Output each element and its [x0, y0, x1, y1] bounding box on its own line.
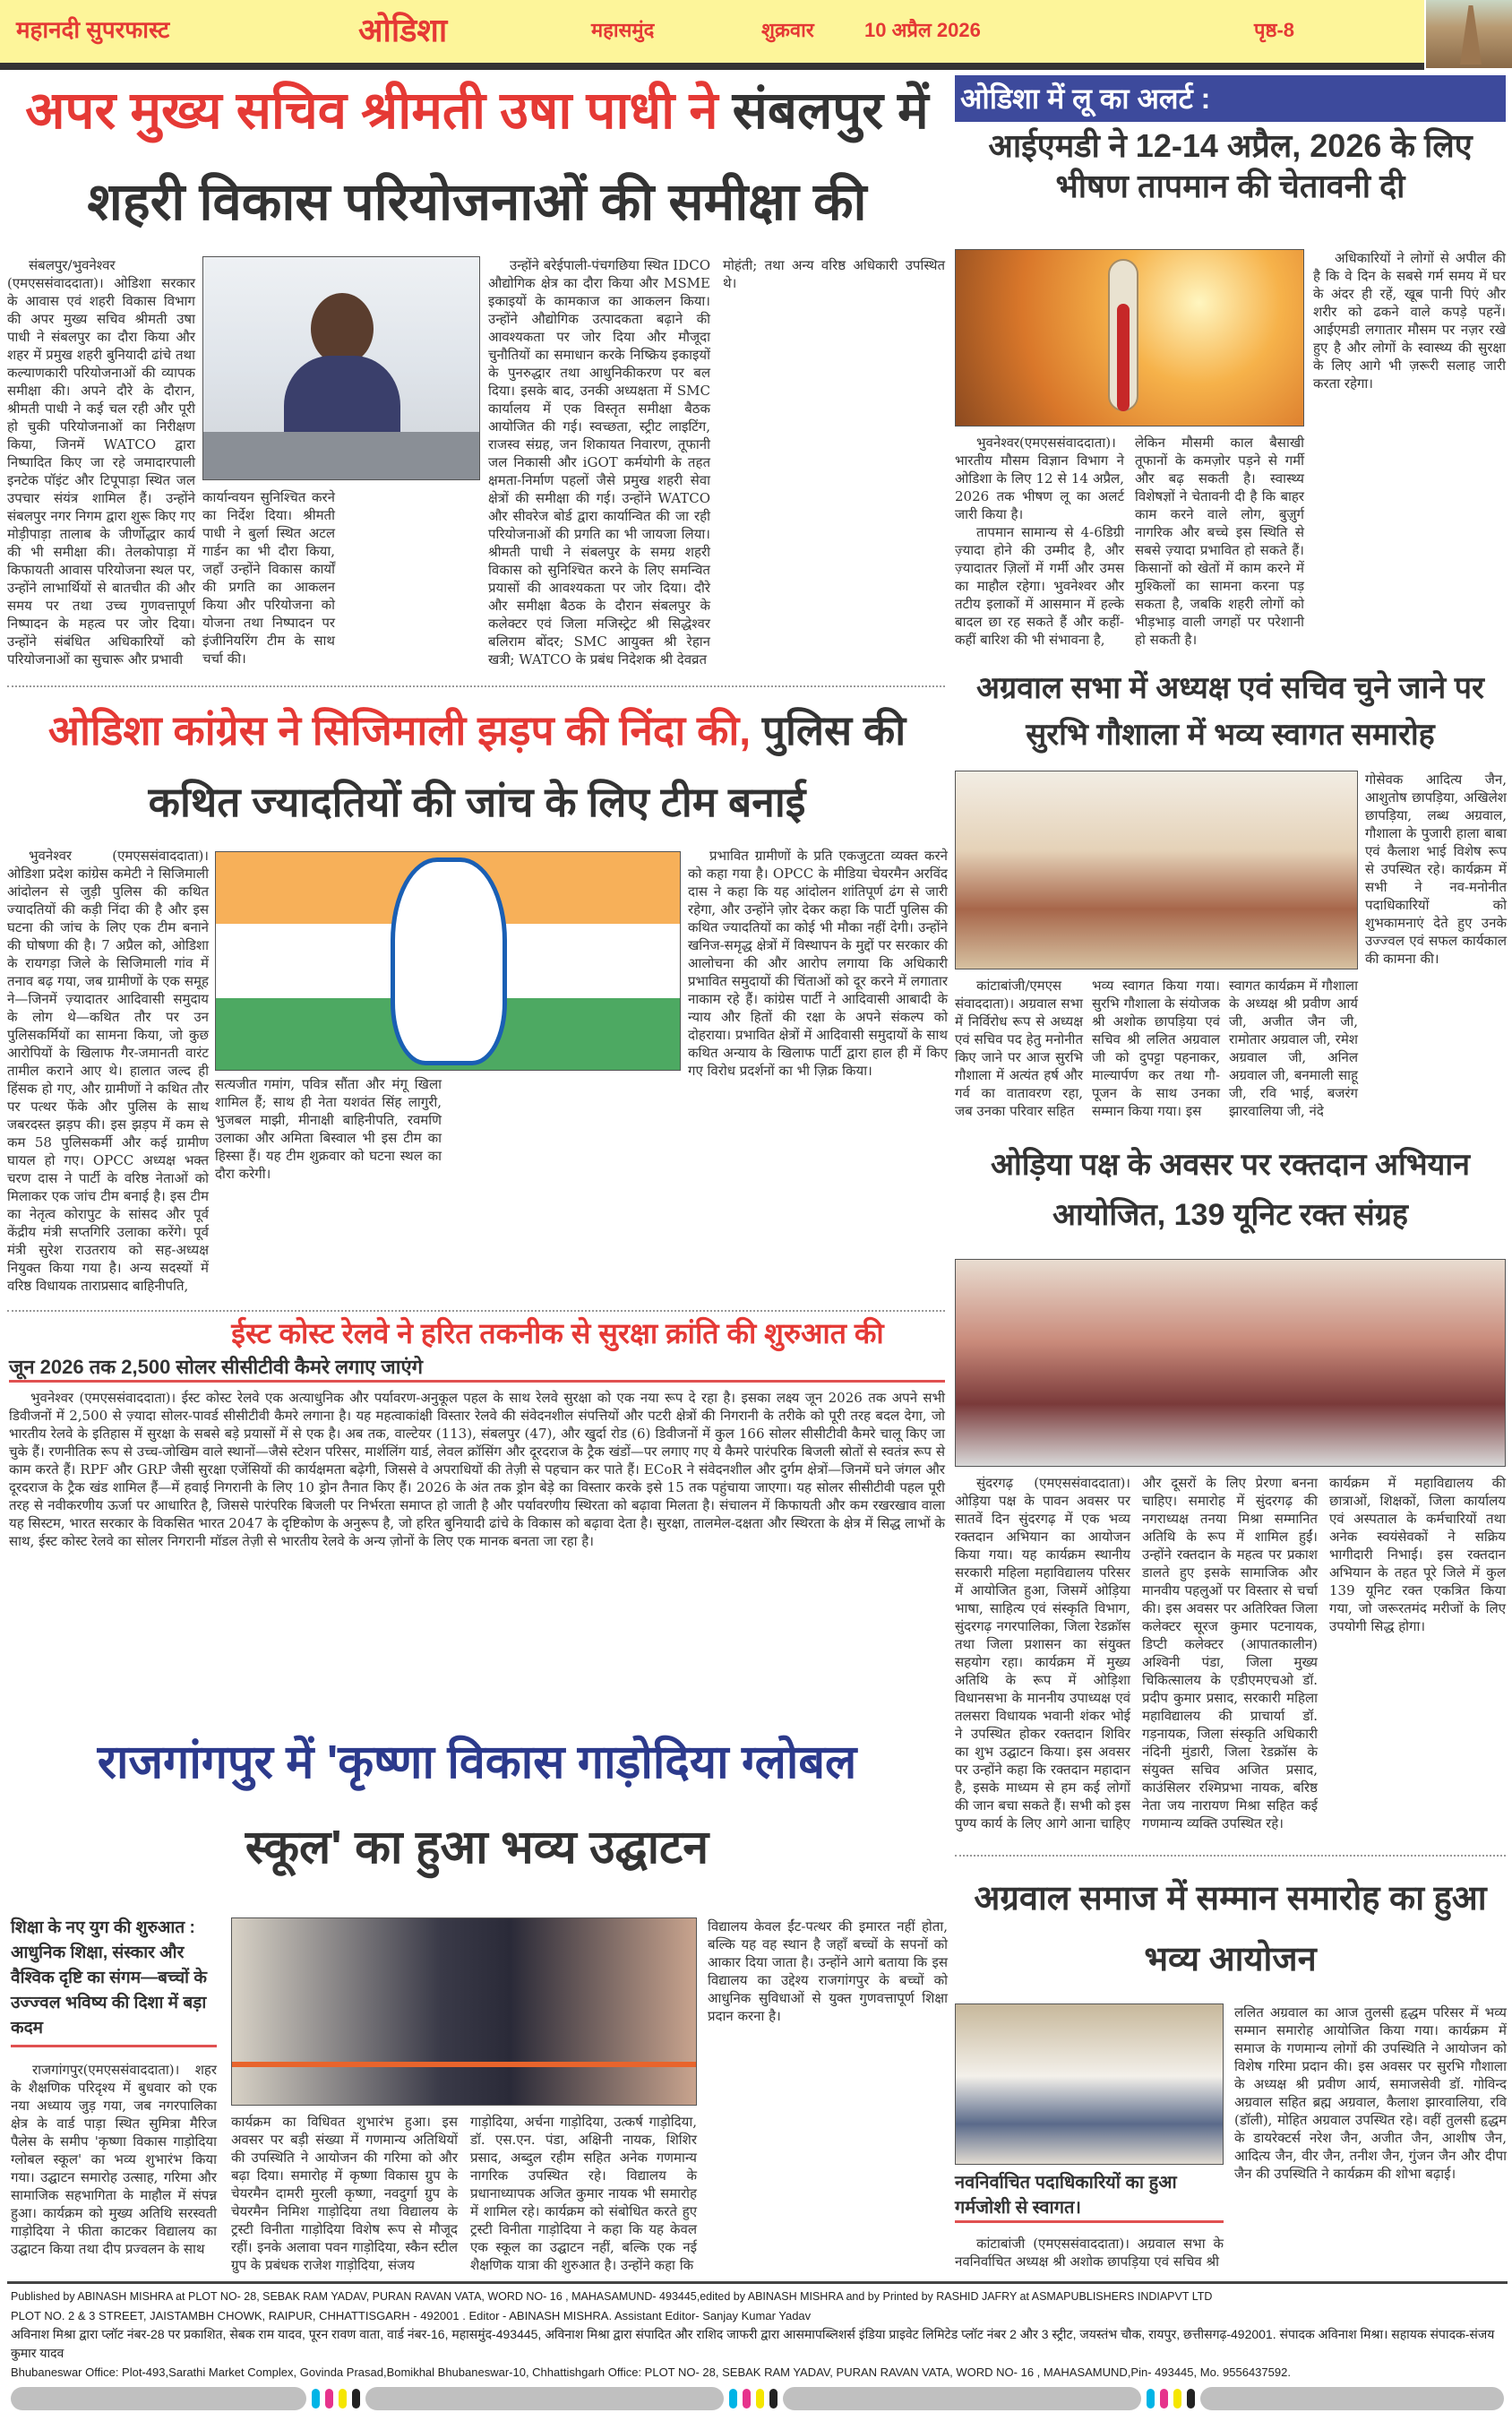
subhead-railway: जून 2026 तक 2,500 सोलर सीसीटीवी कैमरे लगाए जाएंगे — [9, 1355, 945, 1383]
blood-donation-photo — [955, 1259, 1506, 1467]
agrawal-sabha-photo — [955, 771, 1358, 969]
headline-school-2: स्कूल' का हुआ भव्य उद्घाटन — [245, 1822, 709, 1874]
temple-photo — [1426, 0, 1512, 68]
imprint-line-hindi: अविनाश मिश्रा द्वारा प्लॉट नंबर-28 पर प्रकाशित, सेबक राम यादव, पूरन रावण वाता, वार्ड नंबर-16, महासमुंद-493445, अविनाश मिश्रा द्वारा संपादित और राशिद जाफरी द्वारा आसमापब्लिशर्स इंडिया प्राइवेट लिमिटेड प्लॉट नंबर 2 और 3 स्ट्रीट, जयस्तंभ चौक, रायपुर, छत्तीसगढ़-492001. संपादक अविनाश मिश्रा। सहायक संपादक-संजय कुमार यादव — [11, 2327, 1495, 2360]
masthead — [0, 0, 1424, 70]
school-body-col1: राजगांगपुर(एमएससंवाददाता)। शहर के शैक्षणिक परिदृश्य में बुधवार को एक नया अध्याय जुड़ गया, जब नगरपालिका क्षेत्र के वार्ड पाड़ा स्थित सुमित्रा मैरिज पैलेस के समीप 'कृष्णा विकास गाड़ोदिया ग्लोबल स्कूल' का भव्य शुभारंभ किया गया। उद्घाटन समारोह उत्साह, गरिमा और सामाजिक सहभागिता के माहौल में संपन्न हुआ। कार्यक्रम को मुख्य अतिथि सरस्वती गाड़ोदिया ने फीता काटकर विद्यालय का उद्घाटन किया तथा दीप प्रज्वलन के साथ — [11, 2062, 217, 2257]
imprint-line: Published by ABINASH MISHRA at PLOT NO- 28, SEBAK RAM YADAV, PURAN RAVAN VATA, WORD NO- 16 , MAHASAMUND- 493445,edited by ABINASH MISHRA and by Printed by RASHID JAFRY at ASMAPUBLISHERS INDIAPVT LTD — [11, 2290, 1213, 2303]
heat-col3 — [1313, 249, 1506, 392]
headline-agrawal-sabha: अग्रवाल सभा में अध्यक्ष एवं सचिव चुने जाने पर सुरभि गौशाला में भव्य स्वागत समारोह — [976, 671, 1484, 752]
headline-agrawal-samaj: अग्रवाल समाज में सम्मान समारोह का हुआ भव्य आयोजन — [974, 1880, 1487, 1978]
railway-body: भुवनेश्वर (एमएससंवाददाता)। ईस्ट कोस्ट रेलवे एक अत्याधुनिक और पर्यावरण-अनुकूल पहल के साथ रेलवे सुरक्षा को एक नया रूप दे रहा है। इसका लक्ष्य जून 2026 तक अपने सभी डिवीजनों में 2,500 से ज़्यादा सोलर-पावर्ड सीसीटीवी कैमरे लगाना है। यह महत्वाकांक्षी विस्तार रेलवे की संवेदनशील संपत्तियों और पटरी क्षेत्रों की निगरानी के तरीके को पूरी तरह बदल देगा, जो भारतीय रेलवे के इतिहास में सुरक्षा के सबसे बड़े प्रयासों में से एक है। अब तक, वाल्टेयर (113), संबलपुर (47), और खुर्दा रोड (6) डिवीजनों में कुल 166 सोलर सीसीटीवी कैमरे चालू किए जा चुके हैं। रणनीतिक रूप से उच्च-जोखिम वाले स्थानों—जैसे स्टेशन परिसर, मार्शलिंग यार्ड, लेवल क्रॉसिंग और दूरदराज के ट्रैक खंडों—पर लगाए गए ये कैमरे पारंपरिक बिजली स्रोतों से स्वतंत्र रूप से काम करते हैं। RPF और GRP जैसी सुरक्षा एजेंसियों की कार्यक्षमता बढ़ेगी, जिससे वे अपराधियों की तेज़ी से पहचान कर पाते हैं। ECoR ने संवेदनशील और दुर्गम क्षेत्रों—जिनमें घने जंगल और दूरदराज के ट्रैक खंड शामिल हैं—में हवाई निगरानी के लिए 10 ड्रोन तैनात किए हैं। 2026 के अंत तक ड्रोन बेड़े का विस्तार करके इसे 15 तक पहुंचाया जाएगा। यह सोलर सीसीटीवी पहल पूरी तरह से नवीकरणीय ऊर्जा पर आधारित है, जिससे पारंपरिक बिजली पर निर्भरता समाप्त हो जाती है और पर्यावरणीय स्थिरता को बढ़ावा मिलता है। संचालन में किफायती और कम रखरखाव वाला यह सिस्टम, भारत सरकार के विकसित भारत 2047 के दृष्टिकोण के अनुरूप है, जो हरित बुनियादी ढांचे के विकास को बढ़ावा देता है। सुरक्षा, तालमेल-दक्षता और स्थिरता के क्षेत्र में सिद्ध लाभों के साथ, ईस्ट कोस्ट रेलवे का सोलर निगरानी मॉडल तेज़ी से भारतीय रेलवे के अन्य ज़ोनों के लिए एक मानक बनता जा रहा है। — [9, 1390, 945, 1549]
agrawal-samaj-photo — [955, 2003, 1224, 2165]
divider — [955, 1855, 1506, 1857]
headline-railway: ईस्ट कोस्ट रेलवे ने हरित तकनीक से सुरक्षा क्रांति की शुरुआत की — [231, 1317, 884, 1349]
city: महासमुंद — [591, 19, 655, 41]
agrawal-samaj-body-2: ललित अग्रवाल का आज तुलसी हृद्धम परिसर में भव्य सम्मान समारोह आयोजित किया गया। कार्यक्रम में समाज के गणमान्य लोगों की उपस्थिति ने आयोजन को विशेष गरिमा प्रदान की। इस अवसर पर सुरभि गौशाला के अध्यक्ष श्री प्रवीण आर्य, समाजसेवी डॉ. गोविन्द अग्रवाल सहित ब्रह्म अग्रवाल, कैलाश झारवालिया, रवि (डॉली), मोहित अग्रवाल उपस्थित रहे। वहीं तुलसी हृद्धम के डायरेक्टर्स नरेश जैन, अजीत जैन, आशीष जैन, आदित्य जैन, वीर जैन, तनीश जैन, गुंजन जैन और दीपा जैन की उपस्थिति ने कार्यक्रम की शोभा बढ़ाई। — [1234, 2004, 1507, 2182]
school-inauguration-photo — [231, 1917, 697, 2106]
paper-name: महानदी सुपरफास्ट — [16, 16, 170, 43]
usha-body-col4: उन्होंने बरेईपाली-पंचगछिया स्थित IDCO औद्योगिक क्षेत्र का दौरा किया और MSME इकाइयों के कामकाज का आकलन किया। उन्होंने औद्योगिक उत्पादकता बढ़ाने की आवश्यकता पर जोर दिया और मौजूदा चुनौतियों का समाधान करके निष्क्रिय इकाइयों के पुनरुद्धार तथा आधुनिकीकरण पर बल दिया। इसके बाद, उनकी अध्यक्षता में SMC कार्यालय में एक विस्तृत समीक्षा बैठक आयोजित की गई। स्वच्छता, स्ट्रीट लाइटिंग, राजस्व संग्रह, जन शिकायत निवारण, तूफानी जल निकासी और iGOT कर्मयोगी के तहत क्षमता-निर्माण पहलों जैसे प्रमुख शहरी सेवा क्षेत्रों की समीक्षा की गई। उन्होंने WATCO और सीवरेज बोर्ड द्वारा कार्यान्वित की जा रही परियोजनाओं की प्रगति का भी जायजा लिया। श्रीमती पाधी ने संबलपुर के समग्र शहरी विकास को सुनिश्चित करने के लिए समन्वित प्रयासों की आवश्यकता पर जोर दिया। दौरे और समीक्षा बैठक के दौरान संबलपुर के कलेक्टर एवं जिला मजिस्ट्रेट श्री सिद्धेश्वर बलिराम बोंदर; SMC आयुक्त श्री रेहान खत्री; WATCO के प्रबंध निदेशक श्री देवव्रत — [488, 257, 710, 668]
congress-col4 — [688, 847, 948, 1080]
school-body-col3: गाड़ोदिया, अर्चना गाड़ोदिया, उत्कर्ष गाड़ोदिया, डॉ. एस.एन. पंडा, अक्षिनी नायक, शिशिर प्रसाद, अब्दुल रहीम सहित अनेक गणमान्य नागरिक उपस्थित रहे। विद्यालय के प्रधानाध्यापक अजित कुमार नायक भी समारोह में शामिल रहे। कार्यक्रम को संबोधित करते हुए ट्रस्टी विनीता गाड़ोदिया ने कहा कि यह केवल एक स्कूल का उद्घाटन नहीं, बल्कि एक नई शैक्षणिक यात्रा की शुरुआत है। उन्होंने कहा कि — [470, 2114, 697, 2273]
date: 10 अप्रैल 2026 — [864, 19, 981, 41]
headline-school-1: राजगांगपुर में 'कृष्णा विकास गाड़ोदिया ग्लोबल — [97, 1736, 857, 1788]
headline-dark-part: पुलिस की कथित ज्यादतियों की जांच के लिए टीम बनाई — [148, 707, 906, 825]
heat-headline: आईएमडी ने 12-14 अप्रैल, 2026 के लिए भीषण तापमान की चेतावनी दी — [988, 127, 1473, 204]
headline-blood-donation: ओड़िया पक्ष के अवसर पर रक्तदान अभियान आयोजित, 139 यूनिट रक्त संग्रह — [990, 1148, 1471, 1232]
day: शुक्रवार — [761, 19, 814, 41]
congress-body-col1: भुवनेश्वर (एमएससंवाददाता)। ओडिशा प्रदेश कांग्रेस कमेटी ने सिजिमाली आंदोलन से जुड़ी पुलिस की कथित ज्यादतियों की कड़ी निंदा की है और इस घटना की जांच के लिए एक टीम बनाने की घोषणा की है। 7 अप्रैल को, ओडिशा के रायगड़ा जिले के सिजिमाली गांव में तनाव बढ़ गया, जब ग्रामीणों के एक समूह ने—जिनमें ज़्यादातर आदिवासी समुदाय के लोग थे—कथित तौर पर उन पुलिसकर्मियों का सामना किया, जो कुछ आरोपियों के खिलाफ गैर-जमानती वारंट तामील कराने आए थे। हालात जल्द ही हिंसक हो गए, और ग्रामीणों ने कथित तौर पर पत्थर फेंके और पुलिस के साथ जबरदस्त झड़प की। इस झड़प में कम से कम 58 पुलिसकर्मी और कई ग्रामीण घायल हो गए। OPCC अध्यक्ष भक्त चरण दास ने पार्टी के वरिष्ठ नेताओं को मिलाकर एक जांच टीम बनाई है। इस टीम का नेतृत्व कोरापुट के सांसद और पूर्व केंद्रीय मंत्री सप्तगिरि उलाका करेंगे। पूर्व मंत्री सुरेश राउतराय को सह-अध्यक्ष नियुक्त किया गया है। अन्य सदस्यों में वरिष्ठ विधायक ताराप्रसाद बाहिनीपति, — [7, 848, 209, 1294]
congress-hand-logo — [215, 851, 681, 1071]
heat-body-advice: अधिकारियों ने लोगों से अपील की है कि वे दिन के सबसे गर्म समय में घर के अंदर ही रहें, खूब पानी पिएं और शरीर को ढकने वाले कपड़े पहनें। आईएमडी लगातार मौसम पर नज़र रखे हुए है और लोगों के स्वास्थ्य की सुरक्षा के लिए आगे भी ज़रूरी सलाह जारी करता रहेगा। — [1313, 250, 1506, 392]
usha-photo — [202, 256, 480, 480]
congress-body-col4b: प्रभावित ग्रामीणों के प्रति एकजुटता व्यक्त करने को कहा गया है। OPCC के मीडिया चेयरमैन अरविंद दास ने कहा कि यह आंदोलन शांतिपूर्ण ढंग से जारी रहेगा, और उन्होंने ज़ोर देकर कहा कि पार्टी पुलिस की कथित ज्यादतियों का कोई भी मौका नहीं देगी। उन्होंने खनिज-समृद्ध क्षेत्रों में विस्थापन के मुद्दों पर सरकार की आलोचना की और आरोप लगाया कि अधिकारी प्रभावित समुदायों की चिंताओं को दूर करने में लगातार नाकाम रहे हैं। कांग्रेस पार्टी ने आदिवासी आबादी के न्याय और हितों की रक्षा के अपने संकल्प को दोहराया। प्रभावित क्षेत्रों में आदिवासी समुदायों के साथ कथित अन्याय के खिलाफ पार्टी द्वारा हाल ही में किए गए विरोध प्रदर्शनों का भी ज़िक्र किया। — [688, 848, 948, 1079]
agrawal-sabha-body-2: भव्य स्वागत किया गया। सुरभि गौशाला के संयोजक श्री अशोक छापड़िया एवं सचिव श्री ललित अग्रवाल जी को दुपट्टा पहनाकर, माल्यार्पण कर तथा गौ-पूजन के साथ उनका सम्मान किया गया। इस — [1092, 978, 1220, 1119]
headline-congress — [9, 694, 945, 838]
office-address: Bhubaneswar Office: Plot-493,Sarathi Market Complex, Govinda Prasad,Bomikhal Bhubaneswar-10, Chhattishgarh Office: PLOT NO- 28, SEBAK RAM YADAV, PURAN RAVAN VATA, WORD NO- 16 , MAHASAMUND,Pin- 493445, Mo. 9556437592. — [11, 2365, 1291, 2379]
agrawal-sabha-body-4: गोसेवक आदित्य जैन, आशुतोष छापड़िया, अखिलेश छापड़िया, लब्ध अग्रवाल, गौशाला के पुजारी हाला बाबा एवं कैलाश भाई विशेष रूप से उपस्थित रहे। कार्यक्रम में सभी ने नव-मनोनीत पदाधिकारियों को शुभकामनाएं देते हुए उनके उज्ज्वल एवं सफल कार्यकाल की कामना की। — [1365, 771, 1507, 967]
divider — [7, 1310, 945, 1312]
heat-body-2: लेकिन मौसमी काल बैसाखी तूफानों के कमज़ोर पड़ने से गर्मी और बढ़ सकती है। स्वास्थ्य विशेषज्ञों ने चेतावनी दी है कि बाहर काम करने वाले लोग, बुज़ुर्ग नागरिक और बच्चे इस स्थिति से सबसे ज़्यादा प्रभावित हो सकते हैं। किसानों को खेतों में काम करने में मुश्किलों का सामना करना पड़ सकता है, जबकि शहरी लोगों को भीड़भाड़ वाली जगहों पर परेशानी हो सकती है। — [1135, 435, 1304, 648]
usha-body-col2: कार्यान्वयन सुनिश्चित करने का निर्देश दिया। श्रीमती पाधी ने बुर्ला स्थित अटल गार्डन का भी दौरा किया, जहाँ उन्होंने विकास कार्यों की प्रगति का आकलन किया और परियोजना को योजना तथा निष्पादन पर इंजीनियरिंग टीम के साथ चर्चा की। — [202, 489, 335, 667]
blood-body-3: कार्यक्रम में महाविद्यालय की छात्राओं, शिक्षकों, जिला कार्यालय एवं अस्पताल के कर्मचारियों तथा अनेक स्वयंसेवकों ने सक्रिय भागीदारी निभाई। इस रक्तदान अभियान के तहत पूरे जिले में कुल 139 यूनिट रक्त एकत्रित किया गया, जो जरूरतमंद मरीजों के लिए उपयोगी सिद्ध होगा। — [1329, 1475, 1506, 1634]
divider — [7, 685, 945, 687]
thermometer-photo — [955, 249, 1304, 427]
heat-col1 — [955, 434, 1124, 649]
print-registration-bar — [11, 2387, 1504, 2410]
congress-body-col3 — [454, 1075, 681, 1295]
school-body-col2: कार्यक्रम का विधिवत शुभारंभ हुआ। इस अवसर पर बड़ी संख्या में गणमान्य अतिथियों की उपस्थिति ने आयोजन की गरिमा को और बढ़ा दिया। समारोह में कृष्णा विकास ग्रुप के चेयरमैन दामरी मुरली कृष्णा, नवदुर्गा ग्रुप के चेयरमैन निमिश गाड़ोदिया तथा विद्यालय के ट्रस्टी विनीता गाड़ोदिया विशेष रूप से मौजूद रहीं। इनके अलावा पवन गाड़ोदिया, स्कैन स्टील ग्रुप के प्रबंधक राजेश गाड़ोदिया, संजय — [231, 2114, 458, 2273]
headline-usha — [9, 79, 945, 144]
section-name: ओडिशा — [358, 12, 448, 48]
headline-red-part: अपर मुख्य सचिव श्रीमती उषा पाधी ने — [25, 82, 718, 140]
blood-body-1: सुंदरगढ़ (एमएससंवाददाता)। ओड़िया पक्ष के पावन अवसर पर सातवें दिन सुंदरगढ़ में एक भव्य रक्तदान अभियान का आयोजन किया गया। यह कार्यक्रम स्थानीय सरकारी महिला महाविद्यालय परिसर में आयोजित हुआ, जिसमें ओड़िया भाषा, साहित्य एवं संस्कृति विभाग, सुंदरगढ़ नगरपालिका, जिला रेडक्रॉस तथा जिला प्रशासन का संयुक्त सहयोग रहा। कार्यक्रम में मुख्य अतिथि के रूप में ओड़िशा विधानसभा के माननीय उपाध्यक्ष एवं तलसरा विधायक भवानी शंकर भोई ने उपस्थित होकर रक्तदान शिविर का शुभ उद्घाटन किया। इस अवसर पर उन्होंने कहा कि रक्तदान महादान है, इसके माध्यम से हम कई लोगों की जान बचा सकते हैं। सभी को इस पुण्य कार्य के लिए आगे आना चाहिए — [955, 1475, 1130, 1831]
school-body-col4: विद्यालय केवल ईंट-पत्थर की इमारत नहीं होता, बल्कि यह वह स्थान है जहाँ बच्चों के सपनों को आकार दिया जाता है। उन्होंने आगे बताया कि इस विद्यालय का उद्देश्य राजगांगपुर के बच्चों को आधुनिक सुविधाओं से युक्त गुणवत्तापूर्ण शिक्षा प्रदान करना है। — [708, 1918, 948, 2024]
headline-usha-line2: शहरी विकास परियोजनाओं की समीक्षा की — [87, 173, 867, 231]
agrawal-samaj-body-1: कांटाबांजी (एमएससंवाददाता)। अग्रवाल सभा के नवनिर्वाचित अध्यक्ष श्री अशोक छापड़िया एवं सचिव श्री — [955, 2236, 1224, 2270]
blood-body-2: और दूसरों के लिए प्रेरणा बनना चाहिए। समारोह में सुंदरगढ़ की नगराध्यक्ष तनया मिश्रा सम्मानित अतिथि के रूप में शामिल हुईं। उन्होंने रक्तदान के महत्व पर प्रकाश डालते हुए इसके सामाजिक और मानवीय पहलुओं पर विस्तार से चर्चा की। इस अवसर पर अतिरिक्त जिला कलेक्टर सूरज कुमार पटनायक, डिप्टी कलेक्टर (आपातकालीन) अश्विनी पंडा, जिला मुख्य चिकित्सालय के एडीएमएचओ डॉ. प्रदीप कुमार प्रसाद, सरकारी महिला महाविद्यालय की प्राचार्या डॉ. गड़नायक, जिला संस्कृति अधिकारी नंदिनी मुंडारी, जिला रेडक्रॉस के संयुक्त सचिव अजित प्रसाद, काउंसिलर रश्मिप्रभा नायक, बरिष्ठ नेता जय नारायण मिश्रा सहित कई गणमान्य व्यक्ति उपस्थित रहे। — [1142, 1475, 1318, 1831]
imprint-line: PLOT NO. 2 & 3 STREET, JAISTAMBH CHOWK, RAIPUR, CHHATTISGARH - 492001 . Editor - ABINASH MISHRA. Assistant Editor- Sanjay Kumar Yadav — [11, 2309, 812, 2322]
usha-body-col5: मोहंती; तथा अन्य वरिष्ठ अधिकारी उपस्थित थे। — [723, 257, 945, 291]
heat-banner: ओडिशा में लू का अलर्ट : — [955, 75, 1506, 122]
usha-body-col1: संबलपुर/भुवनेश्वर (एमएससंवाददाता)। ओडिशा सरकार के आवास एवं शहरी विकास विभाग की अपर मुख्य सचिव श्रीमती उषा पाधी ने संबलपुर का दौरा किया और शहर में प्रमुख शहरी बुनियादी ढांचे तथा कल्याणकारी परियोजनाओं की व्यापक समीक्षा की। अपने दौरे के दौरान, श्रीमती पाधी ने कई चल रही और पूरी हो चुकी परियोजनाओं का निरीक्षण किया, जिनमें WATCO द्वारा निष्पादित किए जा रहे जमादारपाली इनटेक पॉइंट और टिपूपाड़ा स्थित जल उपचार संयंत्र शामिल हैं। उन्होंने संबलपुर नगर निगम द्वारा शुरू किए गए मोड़ीपाड़ा तालाब के जीर्णोद्धार कार्य की भी समीक्षा की। तेलकोपाड़ा में किफायती आवास परियोजना स्थल पर, उन्होंने लाभार्थियों से बातचीत की और समय पर तथा उच्च गुणवत्तापूर्ण निष्पादन के महत्व पर जोर दिया। उन्होंने संबंधित अधिकारियों को परियोजनाओं का सुचारू और प्रभावी — [7, 257, 195, 668]
congress-body-col2: सत्यजीत गमांग, पवित्र सौंता और मंगू खिला शामिल हैं; साथ ही नेता यशवंत सिंह लागुरी, भुजबल माझी, मीनाक्षी बाहिनीपति, रवमणि उलाका और अमिता बिस्वाल भी इस टीम का हिस्सा हैं। यह टीम शुक्रवार को घटना स्थल का दौरा करेगी। — [215, 1076, 442, 1182]
agrawal-sabha-body-1: कांटाबांजी/एमएस संवाददाता)। अग्रवाल सभा में निर्विरोध रूप से अध्यक्ष एवं सचिव पद हेतु मनोनीत किए जाने पर आज सुरभि गौशाला में अत्यंत हर्ष और गर्व का वातावरण रहा, जब उनका परिवार सहित — [955, 978, 1083, 1119]
imprint — [7, 2281, 1508, 2410]
heat-body-1: तापमान सामान्य से 4-6डिग्री ज़्यादा होने की उम्मीद है, और ज़्यादातर ज़िलों में गर्मी और उमस का माहौल रहेगा। भुवनेश्वर और तटीय इलाकों में आसमान में हल्के बादल छा रह सकते हैं और कहीं-कहीं बारिश की भी संभावना है, — [955, 524, 1124, 648]
headline-dark-part: संबलपुर में — [717, 82, 929, 140]
headline-red-part: ओडिशा कांग्रेस ने सिजिमाली झड़प की निंदा की, — [47, 707, 752, 754]
agrawal-sabha-body-3: स्वागत कार्यक्रम में गौशाला के अध्यक्ष श्री प्रवीण आर्य जी, अजीत जैन जी, रामोतार अग्रवाल जी, रमेश अग्रवाल जी, अनिल अग्रवाल जी, बनमाली साहू जी, रवि भाई, बजरंग झारवालिया जी, नंदे — [1229, 978, 1358, 1119]
school-kicker: शिक्षा के नए युग की शुरुआत : आधुनिक शिक्षा, संस्कार और वैश्विक दृष्टि का संगम—बच्चों के उज्ज्वल भविष्य की दिशा में बड़ा कदम — [11, 1916, 217, 2047]
agrawal-samaj-caption: नवनिर्वाचित पदाधिकारियों का हुआ गर्मजोशी से स्वागत। — [955, 2170, 1224, 2223]
page-number: पृष्ठ-8 — [1254, 19, 1295, 41]
heat-body-intro: भुवनेश्वर(एमएससंवाददाता)। भारतीय मौसम विज्ञान विभाग ने ओडिशा के लिए 12 से 14 अप्रैल, 2026 तक भीषण लू का अलर्ट जारी किया है। — [955, 435, 1124, 522]
